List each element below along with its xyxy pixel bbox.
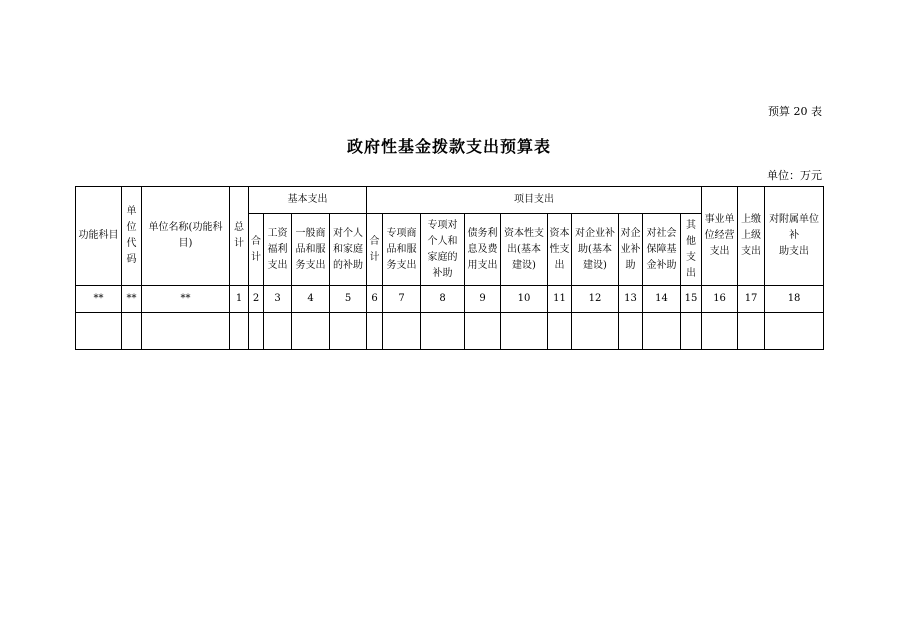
table-cell: 12 <box>572 286 619 313</box>
header-special-personal: 专项对 个人和 家庭的 补助 <box>421 214 465 286</box>
header-basic-subtotal: 合 计 <box>249 214 264 286</box>
table-cell: 1 <box>230 286 249 313</box>
header-affiliated: 对附属单位补 助支出 <box>765 187 824 286</box>
table-cell <box>681 313 702 350</box>
budget-table <box>75 186 824 350</box>
table-cell <box>122 313 142 350</box>
table-cell: 16 <box>702 286 738 313</box>
table-cell: ** <box>76 286 122 313</box>
table-cell <box>367 313 383 350</box>
unit-label: 单位：万元 <box>767 169 822 182</box>
header-personal-subsidy: 对个人 和家庭 的补助 <box>330 214 367 286</box>
header-enterprise-construction: 对企业补 助(基本 建设) <box>572 214 619 286</box>
table-cell <box>142 313 230 350</box>
table-cell <box>619 313 643 350</box>
table-cell <box>702 313 738 350</box>
table-cell: 7 <box>383 286 421 313</box>
column-number-row <box>76 286 824 313</box>
table-cell: 6 <box>367 286 383 313</box>
page-title: 政府性基金拨款支出预算表 <box>346 137 551 156</box>
header-other: 其 他 支 出 <box>681 214 702 286</box>
header-capital-construction: 资本性支 出(基本 建设) <box>501 214 548 286</box>
header-special-goods: 专项商 品和服 务支出 <box>383 214 421 286</box>
header-capital: 资本 性支 出 <box>548 214 572 286</box>
table-cell <box>230 313 249 350</box>
header-upper-level: 上缴 上级 支出 <box>738 187 765 286</box>
form-number: 预算 20 表 <box>768 105 822 118</box>
table-cell <box>249 313 264 350</box>
table-cell <box>501 313 548 350</box>
table-cell: 11 <box>548 286 572 313</box>
table-cell: 17 <box>738 286 765 313</box>
table-cell: 18 <box>765 286 824 313</box>
header-unit-code: 单 位 代 码 <box>122 187 142 286</box>
table-cell: 2 <box>249 286 264 313</box>
table-cell <box>264 313 292 350</box>
table-cell: 14 <box>643 286 681 313</box>
table-cell <box>465 313 501 350</box>
header-project-subtotal: 合 计 <box>367 214 383 286</box>
table-cell: 5 <box>330 286 367 313</box>
header-unit-name: 单位名称(功能科目) <box>142 187 230 286</box>
header-debt-interest: 债务利 息及费 用支出 <box>465 214 501 286</box>
table-cell: 9 <box>465 286 501 313</box>
table-cell <box>383 313 421 350</box>
table-cell <box>330 313 367 350</box>
header-project-group: 项目支出 <box>367 187 702 214</box>
table-cell: 8 <box>421 286 465 313</box>
table-cell <box>643 313 681 350</box>
header-total: 总 计 <box>230 187 249 286</box>
header-business-operation: 事业单 位经营 支出 <box>702 187 738 286</box>
header-func-subject: 功能科目 <box>76 187 122 286</box>
table-cell: 3 <box>264 286 292 313</box>
table-cell: ** <box>142 286 230 313</box>
header-salary: 工资 福利 支出 <box>264 214 292 286</box>
header-social-security: 对社会 保障基 金补助 <box>643 214 681 286</box>
table-cell: 10 <box>501 286 548 313</box>
table-cell <box>421 313 465 350</box>
table-cell <box>572 313 619 350</box>
table-cell <box>76 313 122 350</box>
header-goods-services: 一般商 品和服 务支出 <box>292 214 330 286</box>
header-enterprise-subsidy: 对企 业补 助 <box>619 214 643 286</box>
table-cell <box>548 313 572 350</box>
table-cell: 4 <box>292 286 330 313</box>
table-row <box>76 313 824 350</box>
table-cell: ** <box>122 286 142 313</box>
table-cell: 15 <box>681 286 702 313</box>
table-cell <box>292 313 330 350</box>
table-cell <box>738 313 765 350</box>
header-basic-group: 基本支出 <box>249 187 367 214</box>
table-cell: 13 <box>619 286 643 313</box>
table-cell <box>765 313 824 350</box>
